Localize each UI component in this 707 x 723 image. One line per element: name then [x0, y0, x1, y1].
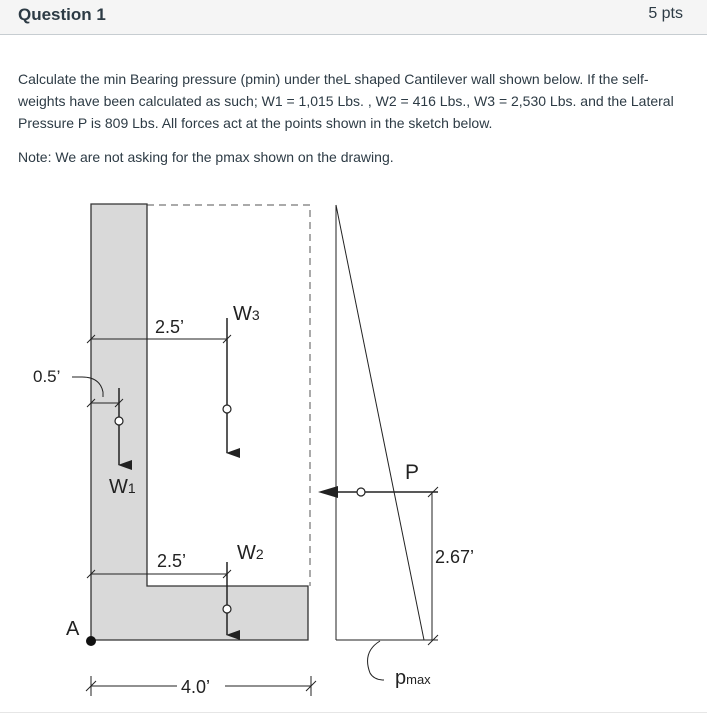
w1-arm-label: 0.5’	[33, 367, 61, 386]
p-force-arrowhead	[318, 486, 338, 498]
w3-centroid	[223, 405, 231, 413]
w1-centroid	[115, 417, 123, 425]
pmax-label: pmax	[395, 667, 431, 689]
w2-arm-label: 2.5’	[157, 551, 187, 571]
base-width-label: 4.0’	[181, 677, 211, 697]
cantilever-wall-diagram	[0, 185, 707, 705]
p-label: P	[405, 461, 420, 484]
backfill-outline	[147, 205, 310, 586]
question-text: Calculate the min Bearing pressure (pmin) under theL shaped Cantilever wall shown below. If the self-weights have been calculated as such; W1 = 1,015 Lbs. , W2 = 416 Lbs., W3 = 2,530 Lbs. and the Lateral Pressure P is 809 Lbs. All forces act at the points shown in the sketch below.	[18, 71, 674, 131]
w2-label: W2	[237, 542, 264, 564]
question-note: Note: We are not asking for the pmax shown on the drawing.	[18, 149, 394, 165]
pressure-slope-line	[336, 205, 424, 640]
p-force-point	[357, 488, 365, 496]
question-footer-divider	[0, 712, 707, 713]
p-height-label: 2.67’	[435, 547, 475, 567]
w1-label: W1	[109, 476, 136, 498]
point-a-marker	[86, 636, 96, 646]
question-header	[0, 0, 707, 35]
w3-arm-label: 2.5’	[155, 317, 185, 337]
pmax-leader	[368, 641, 384, 680]
l-shaped-wall	[91, 204, 308, 640]
w2-centroid	[223, 605, 231, 613]
point-a-label: A	[66, 618, 80, 640]
w3-label: W3	[233, 303, 260, 325]
question-title: Question 1	[18, 5, 106, 24]
question-points: 5 pts	[648, 5, 683, 22]
